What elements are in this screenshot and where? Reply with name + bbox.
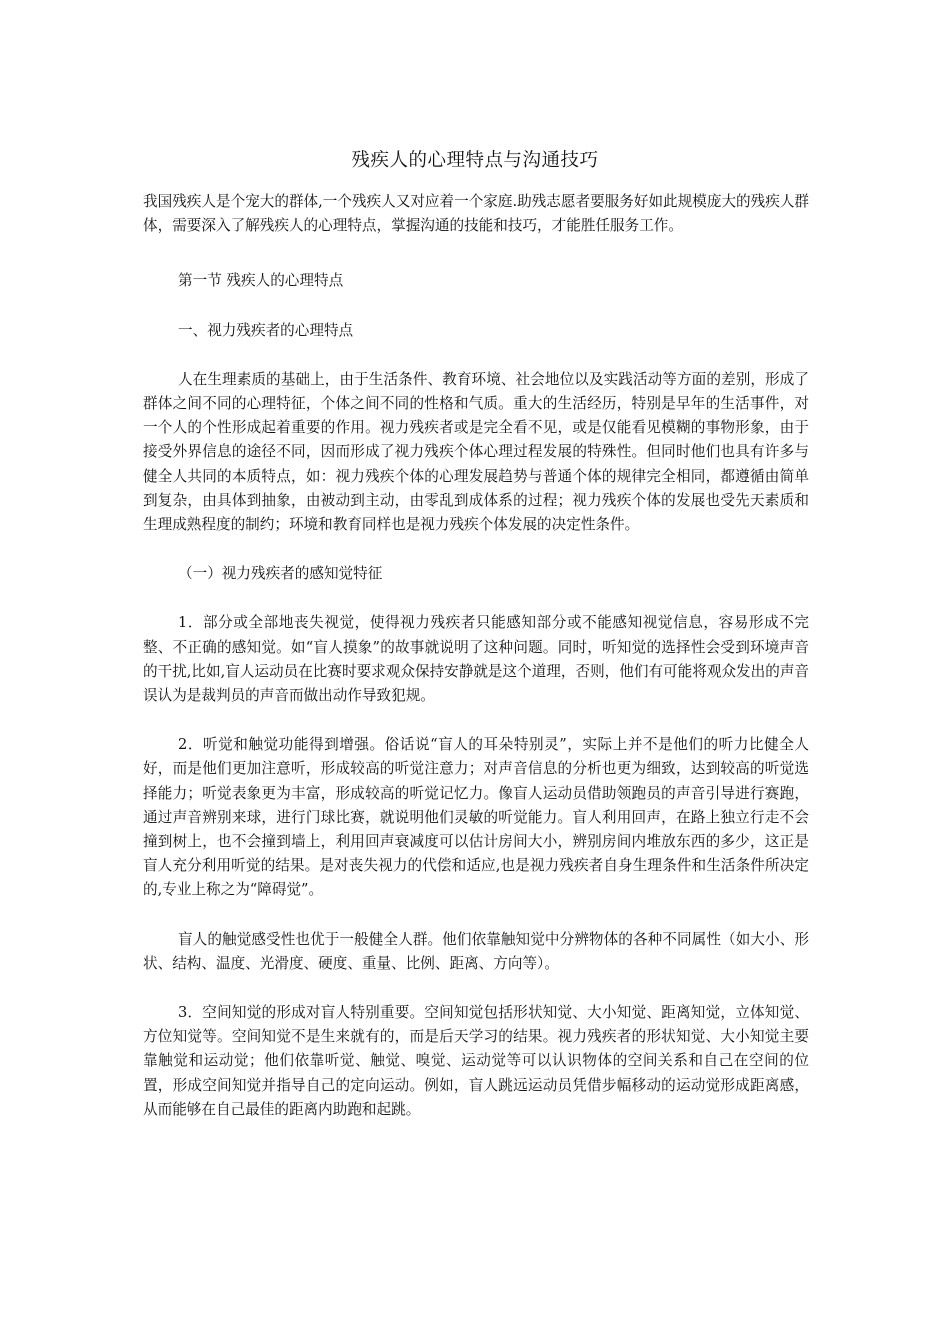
document-body [143, 190, 809, 1122]
section-heading: 第一节 残疾人的心理特点 [178, 272, 344, 290]
document-title: 残疾人的心理特点与沟通技巧 [351, 150, 599, 171]
list-item-2: 2．听觉和触觉功能得到增强。俗话说“盲人的耳朵特别灵”，实际上并不是他们的听力比健全人好，而是他们更加注意听，形成较高的听觉注意力；对声音信息的分析也更为细致，达到较高的听觉选择能力；听觉表象更为丰富，形成较高的听觉记忆力。像盲人运动员借助领跑员的声音引导进行赛跑，通过声音辨别来球，进行门球比赛，就说明他们灵敏的听觉能力。盲人利用回声，在路上独立行走不会撞到树上，也不会撞到墙上，利用回声衰减度可以估计房间大小，辨别房间内堆放东西的多少，这正是盲人充分利用听觉的结果。是对丧失视力的代偿和适应,也是视力残疾者自身生理条件和生活条件所决定的,专业上称之为“障碍觉”。 [143, 736, 809, 899]
touch-paragraph: 盲人的触觉感受性也优于一般健全人群。他们依靠触知觉中分辨物体的各种不同属性（如大小、形状、结构、温度、光滑度、硬度、重量、比例、距离、方向等）。 [143, 930, 809, 972]
list-item-3: 3．空间知觉的形成对盲人特别重要。空间知觉包括形状知觉、大小知觉、距离知觉，立体知觉、方位知觉等。空间知觉不是生来就有的，而是后天学习的结果。视力残疾者的形状知觉、大小知觉主要靠触觉和运动觉；他们依靠听觉、触觉、嗅觉、运动觉等可以认识物体的空间关系和自己在空间的位置，形成空间知觉并指导自己的定向运动。例如，盲人跳远运动员凭借步幅移动的运动觉形成距离感，从而能够在自己最佳的距离内助跑和起跳。 [143, 1004, 809, 1118]
subsection-heading: 一、视力残疾者的心理特点 [178, 321, 354, 339]
subsubsection-heading: （一）视力残疾者的感知觉特征 [178, 565, 383, 583]
list-item-1: 1．部分或全部地丧失视觉，使得视力残疾者只能感知部分或不能感知视觉信息，容易形成不完整、不正确的感知觉。如“盲人摸象”的故事就说明了这种问题。同时，听知觉的选择性会受到环境声音的干扰,比如,盲人运动员在比赛时要求观众保持安静就是这个道理，否则，他们有可能将观众发出的声音误认为是裁判员的声音而做出动作导致犯规。 [143, 614, 810, 705]
intro-paragraph: 我国残疾人是个宠大的群体,一个残疾人又对应着一个家庭.助残志愿者要服务好如此规模庞大的残疾人群体，需要深入了解残疾人的心理特点，掌握沟通的技能和技巧，才能胜任服务工作。 [143, 193, 810, 235]
body-paragraph: 人在生理素质的基础上，由于生活条件、教育环境、社会地位以及实践活动等方面的差别，形成了群体之间不同的心理特征，个体之间不同的性格和气质。重大的生活经历，特别是早年的生活事件，对一个人的个性形成起着重要的作用。视力残疾者或是完全看不见，或是仅能看见模糊的事物形象，由于接受外界信息的途径不同，因而形成了视力残疾个体心理过程发展的特殊性。但同时他们也具有许多与健全人共同的本质特点，如：视力残疾个体的心理发展趋势与普通个体的规律完全相同，都遵循由简单到复杂，由具体到抽象，由被动到主动，由零乱到成体系的过程；视力残疾个体的发展也受先天素质和生理成熟程度的制约；环境和教育同样也是视力残疾个体发展的决定性条件。 [143, 370, 809, 534]
